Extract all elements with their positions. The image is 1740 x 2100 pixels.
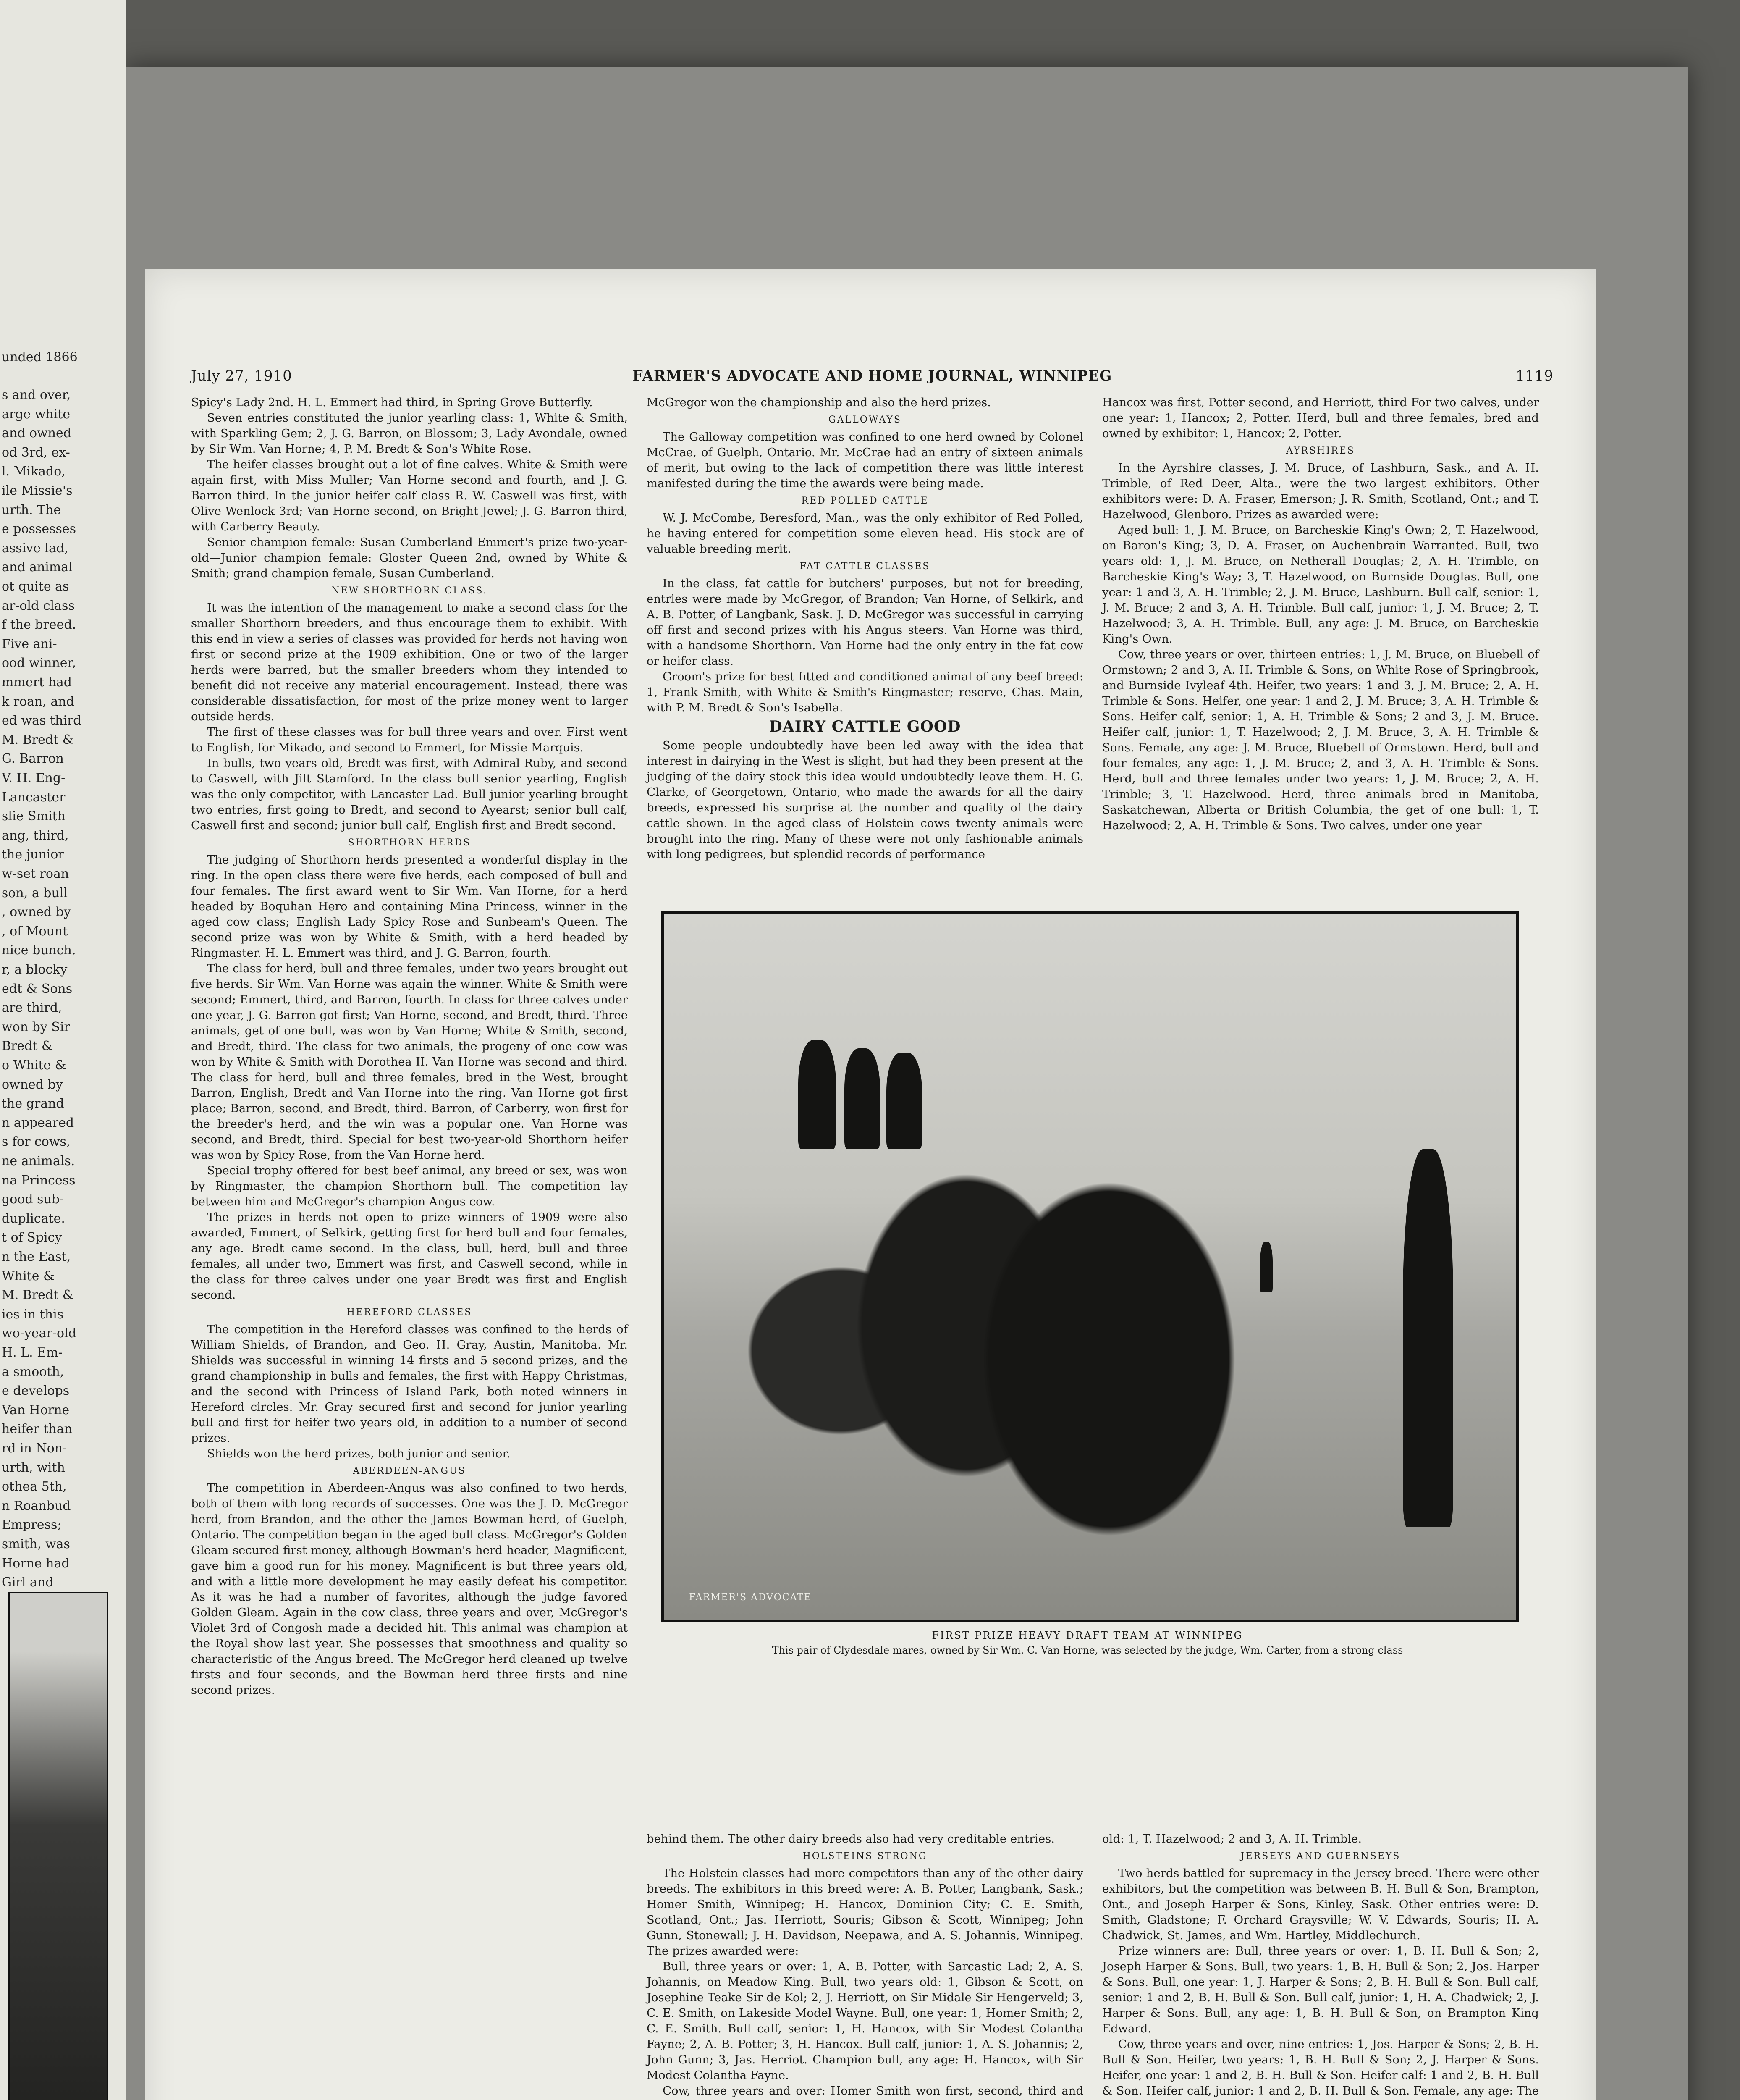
adjacent-page-line: n the East, [2, 1250, 71, 1264]
adjacent-page-line: duplicate. [2, 1211, 65, 1226]
column-3-top [1102, 395, 1539, 895]
article-paragraph: The prizes in herds not open to prize winners of 1909 were also awarded, Emmert, of Selkirk, getting first for herd bull and four females, any age. Bredt came second. In the class, bull, herd, bull and three females, all under two, Emmert was first, and Caswell second, while in the class for three calves under one year Bredt was first and English second. [191, 1210, 628, 1302]
adjacent-page-line: Lancaster [2, 790, 66, 805]
section-subheading: HOLSTEINS STRONG [802, 1851, 928, 1861]
adjacent-page-line: M. Bredt & [2, 1288, 74, 1303]
adjacent-page-line: and owned [2, 426, 71, 441]
draft-team-photo [661, 911, 1519, 1622]
adjacent-page-line: ar-old class [2, 598, 75, 613]
page-header [191, 368, 1554, 388]
section-subheading: GALLOWAYS [828, 415, 901, 425]
photo-figure-passenger [844, 1048, 880, 1149]
adjacent-page-line: edt & Sons [2, 981, 73, 996]
article-paragraph: W. J. McCombe, Beresford, Man., was the only exhibitor of Red Polled, he having entered for competition some eleven head. His stock are of valuable breeding merit. [647, 511, 1083, 556]
adjacent-page-line: Bredt & [2, 1039, 53, 1054]
article-paragraph: Cow, three years or over, thirteen entries: 1, J. M. Bruce, on Bluebell of Ormstown; 2 and 3, A. H. Trimble & Sons, on White Rose of Springbrook, and Burnside Ivyleaf 4th. Heifer, two years: 1 and 3, J. M. Bruce; 2, A. H. Trimble & Sons. Heifer, one year: 1 and 2, J. M. Bruce; 3, A. H. Trimble & Sons. Heifer calf, senior: 1, A. H. Trimble & Sons; 2 and 3, J. M. Bruce. Heifer calf, junior: 1, T. Hazelwood; 2, J. M. Bruce, 3, A. H. Trimble & Sons. Female, any age: J. M. Bruce, Bluebell of Ormstown. Herd, bull and four females, any age: 1, J. M. Bruce; 2, and 3, A. H. Trimble & Sons. Herd, bull and three females under two years: 1, J. M. Bruce; 2, A. H. Trimble; 3, T. Hazelwood. Herd, three animals bred in Manitoba, Saskatchewan, Alberta or British Columbia, the get of one bull: 1, T. Hazelwood; 2, A. H. Trimble & Sons. Two calves, under one year [1102, 648, 1539, 832]
adjacent-page-line: mmert had [2, 675, 72, 690]
adjacent-page-line: Empress; [2, 1517, 62, 1533]
adjacent-page-line: nice bunch. [2, 943, 76, 958]
section-subheading: AYRSHIRES [1286, 446, 1355, 456]
adjacent-page-line: White & [2, 1268, 55, 1284]
photo-watermark: FARMER'S ADVOCATE [689, 1592, 812, 1603]
adjacent-page-line: t of Spicy [2, 1230, 62, 1245]
article-paragraph: Shields won the herd prizes, both junior and senior. [207, 1447, 511, 1460]
adjacent-page-line: , of Mount [2, 924, 68, 939]
adjacent-page-line: e possesses [2, 522, 76, 537]
section-subheading: SHORTHORN HERDS [348, 837, 471, 848]
adjacent-page-line: w-set roan [2, 866, 69, 881]
adjacent-page-line: Girl and [2, 1575, 54, 1590]
section-subheading: HEREFORD CLASSES [346, 1307, 472, 1318]
article-paragraph: behind them. The other dairy breeds also had very creditable entries. [647, 1832, 1055, 1845]
adjacent-page-line: Five ani- [2, 636, 57, 651]
adjacent-page-line: ne animals. [2, 1154, 75, 1168]
photo-figure-background [1260, 1242, 1273, 1292]
adjacent-page-line: ile Missie's [2, 483, 73, 498]
article-paragraph: McGregor won the championship and also the herd prizes. [647, 396, 991, 409]
adjacent-page-line: arge white [2, 407, 71, 422]
adjacent-page-line: ang, third, [2, 828, 69, 843]
article-paragraph: Special trophy offered for best beef animal, any breed or sex, was won by Ringmaster, the champion Shorthorn bull. The competition lay between him and McGregor's champion Angus cow. [191, 1164, 628, 1208]
section-subheading: RED POLLED CATTLE [801, 496, 929, 506]
column-2-bottom [647, 1831, 1083, 2100]
article-paragraph: Groom's prize for best fitted and conditioned animal of any beef breed: 1, Frank Smith, with White & Smith's Ringmaster; reserve, Chas. Main, with P. M. Bredt & Son's Isabella. [647, 670, 1083, 714]
publication-title: FARMER'S ADVOCATE AND HOME JOURNAL, WINNIPEG [632, 368, 1112, 384]
article-paragraph: In the Ayrshire classes, J. M. Bruce, of Lashburn, Sask., and A. H. Trimble, of Red Deer, Alta., were the two largest exhibitors. Other exhibitors were: D. A. Fraser, Emerson; J. R. Smith, Scotland, Ont.; and T. Hazelwood, Glenboro. Prizes as awarded were: [1102, 461, 1539, 521]
adjacent-page-line: assive lad, [2, 541, 68, 556]
adjacent-page-line: Van Horne [2, 1402, 70, 1418]
adjacent-page-line: k roan, and [2, 694, 74, 709]
adjacent-page-line: urth. The [2, 502, 61, 517]
article-paragraph: Bull, three years or over: 1, A. B. Potter, with Sarcastic Lad; 2, A. S. Johannis, on Meadow King. Bull, two years old: 1, Gibson & Scott, on Josephine Teake Sir de Kol; 2, J. Herriott, on Sir Midale Sir Hengerveld; 3, C. E. Smith, on Lakeside Model Wayne. Bull, one year: 1, Homer Smith; 2, C. E. Smith. Bull calf, senior: 1, H. Hancox, with Sir Modest Colantha Fayne; 2, A. B. Potter; 3, H. Hancox. Bull calf, junior: 1, A. S. Johannis; 2, John Gunn; 3, Jas. Herriot. Champion bull, any age: H. Hancox, with Sir Modest Colantha Fayne. [647, 1960, 1083, 2082]
adjacent-page-line: son, a bull [2, 885, 68, 900]
photo-figure-driver [798, 1040, 836, 1149]
article-paragraph: In the class, fat cattle for butchers' purposes, but not for breeding, entries were made by McGregor, of Brandon; Van Horne, of Selkirk, and A. B. Potter, of Langbank, Sask. J. D. McGregor was successful in carrying off first and second prizes with his Angus steers. Van Horne was third, with a handsome Shorthorn. Van Horne had the only entry in the fat cow or heifer class. [647, 577, 1083, 668]
adjacent-page-line: are third, [2, 1000, 62, 1016]
adjacent-page-line: ood winner, [2, 656, 76, 671]
article-paragraph: The judging of Shorthorn herds presented a wonderful display in the ring. In the open class there were five herds, each composed of bull and four females. The first award went to Sir Wm. Van Horne, for a herd headed by Boquhan Hero and containing Mina Princess, winner in the aged cow class; English Lady Spicy Rose and Sunbeam's Queen. The second prize was won by White & Smith, with a herd headed by Ringmaster. H. L. Emmert was third, and J. G. Barron, fourth. [191, 853, 628, 960]
adjacent-page-line: s and over, [2, 388, 71, 402]
adjacent-page-line: ot quite as [2, 579, 69, 594]
adjacent-page-line: f the breed. [2, 617, 76, 633]
adjacent-page-line: and animal [2, 560, 73, 575]
adjacent-page-line: na Princess [2, 1173, 76, 1188]
section-subheading: NEW SHORTHORN CLASS. [331, 585, 487, 596]
adjacent-page-line: won by Sir [2, 1019, 70, 1034]
article-paragraph: Prize winners are: Bull, three years or over: 1, B. H. Bull & Son; 2, Joseph Harper & Sons. Bull, two years: 1, B. H. Bull & Son; 2, Jos. Harper & Sons. Bull, one year: 1, J. Harper & Sons; 2, B. H. Bull & Son. Bull calf, senior: 1 and 2, B. H. Bull & Son. Bull calf, junior: 1, H. A. Chadwick; 2, J. Harper & Sons. Bull, any age: 1, B. H. Bull & Son, on Brampton King Edward. [1102, 1944, 1539, 2035]
adjacent-page-line: V. H. Eng- [2, 771, 66, 785]
adjacent-page-line: n appeared [2, 1115, 74, 1130]
adjacent-page-line: Horne had [2, 1556, 70, 1571]
adjacent-page-line: the grand [2, 1096, 64, 1111]
adjacent-page-line: a smooth, [2, 1364, 64, 1379]
adjacent-page-line: heifer than [2, 1422, 72, 1437]
adjacent-page-line: othea 5th, [2, 1479, 67, 1494]
adjacent-page-line: rd in Non- [2, 1441, 67, 1456]
adjacent-page-line: owned by [2, 1077, 63, 1092]
article-paragraph: In bulls, two years old, Bredt was first, with Admiral Ruby, and second to Caswell, with Jilt Stamford. In the class bull senior yearling, English was the only competitor, with Lancaster Lad. Bull junior yearling brought two entries, first going to Bredt, and second to Ayearst; senior bull calf, Caswell first and second; junior bull calf, English first and Bredt second. [191, 756, 628, 832]
article-paragraph: Spicy's Lady 2nd. H. L. Emmert had third, in Spring Grove Butterfly. [191, 396, 593, 409]
adjacent-page-line: good sub- [2, 1192, 64, 1207]
photo-caption-title: FIRST PRIZE HEAVY DRAFT TEAM AT WINNIPEG [932, 1630, 1243, 1641]
adjacent-page-line: l. Mikado, [2, 464, 66, 479]
adjacent-page-line: urth, with [2, 1460, 65, 1475]
column-3-bottom [1102, 1831, 1539, 2100]
article-paragraph: Cow, three years and over: Homer Smith won first, second, third and [663, 2084, 1083, 2097]
photo-caption: This pair of Clydesdale mares, owned by Sir Wm. C. Van Horne, was selected by the judge, Wm. Carter, from a strong class [772, 1644, 1403, 1656]
article-paragraph: Cow, three years and over, nine entries: 1, Jos. Harper & Sons; 2, B. H. Bull & Son. Heifer, two years: 1, B. H. Bull & Son; 2, J. Harper & Sons. Heifer, one year: 1 and 2, B. H. Bull & Son. Heifer calf: 1 and 2, B. H. Bull & Son. Heifer calf, junior: 1 and 2, B. H. Bull & Son. Female, any age: The [1102, 2037, 1539, 2097]
article-paragraph: Seven entries constituted the junior yearling class: 1, White & Smith, with Sparkling Gem; 2, J. G. Barron, on Blossom; 3, Lady Avondale, owned by Sir Wm. Van Horne; 4, P. M. Bredt & Son's White Rose. [191, 411, 628, 456]
adjacent-page-line: smith, was [2, 1537, 70, 1551]
article-paragraph: The first of these classes was for bull three years and over. First went to English, for Mikado, and second to Emmert, for Missie Marquis. [191, 725, 628, 754]
adjacent-page-line: H. L. Em- [2, 1345, 63, 1360]
section-subheading: FAT CATTLE CLASSES [799, 561, 930, 572]
article-paragraph: Some people undoubtedly have been led away with the idea that interest in dairying in the West is slight, but had they been present at the judging of the dairy stock this idea would undoubtedly leave them. H. G. Clarke, of Georgetown, Ontario, who made the awards for all the dairy breeds, expressed his surprise at the number and quality of the dairy cattle shown. In the aged class of Holstein cows twenty animals were brought into the ring. Many of these were not only fashionable animals with long pedigrees, but splendid records of performance [647, 739, 1083, 861]
column-2-top [647, 395, 1083, 895]
section-heading: DAIRY CATTLE GOOD [769, 718, 961, 735]
article-paragraph: Hancox was first, Potter second, and Herriott, third For two calves, under one year: 1, Hancox; 2, Potter. Herd, bull and three females, bred and owned by exhibitor: 1, Hancox; 2, Potter. [1102, 396, 1539, 440]
photo-figure-judge [1403, 1149, 1453, 1527]
article-paragraph: The competition in Aberdeen-Angus was also confined to two herds, both of them with long records of successes. One was the J. D. McGregor herd, from Brandon, and the other the James Bowman herd, of Guelph, Ontario. The competition began in the aged bull class. McGregor's Golden Gleam secured first money, although Bowman's herd header, Magnificent, gave him a good run for his money. Magnificent is but three years old, and with a little more development he may easily defeat his competitor. As it was he had a number of favorites, although the judge favored Golden Gleam. Again in the cow class, three years and over, McGregor's Violet 3rd of Congosh made a decided hit. This animal was champion at the Royal show last year. She possesses that smoothness and quality so characteristic of the Angus breed. The McGregor herd cleaned up twelve firsts and four seconds, and the Bowman herd three firsts and nine second prizes. [191, 1481, 628, 1697]
article-paragraph: Senior champion female: Susan Cumberland Emmert's prize two-year-old—Junior champion female: Gloster Queen 2nd, owned by White & Smith; grand champion female, Susan Cumberland. [191, 536, 628, 580]
adjacent-page-fragment [0, 0, 126, 2100]
adjacent-page-line: wo-year-old [2, 1326, 76, 1341]
newspaper-page [145, 269, 1596, 2100]
adjacent-page-line: , owned by [2, 905, 71, 920]
article-paragraph: Two herds battled for supremacy in the Jersey breed. There were other exhibitors, but the competition was between B. H. Bull & Son, Brampton, Ont., and Joseph Harper & Sons, Kinley, Sask. Other entries were: D. Smith, Gladstone; F. Orchard Graysville; W. V. Edwards, Souris; H. A. Chadwick, St. James, and Wm. Hartley, Middlechurch. [1102, 1866, 1539, 1942]
issue-date: July 27, 1910 [191, 368, 292, 384]
adjacent-page-line: s for cows, [2, 1134, 71, 1150]
page-number: 1119 [1515, 368, 1554, 384]
adjacent-page-line: unded 1866 [2, 350, 78, 365]
adjacent-page-line: M. Bredt & [2, 732, 74, 747]
article-paragraph: It was the intention of the management to make a second class for the smaller Shorthorn breeders, and thus encourage them to exhibit. With this end in view a series of classes was provided for herds not having won first or second prize at the 1909 exhibition. One or two of the larger herds were barred, but the smaller breeders whom they intended to benefit did not receive any material encouragement. Instead, there was considerable dissatisfaction, for most of the prize money went to larger outside herds. [191, 601, 628, 723]
article-paragraph: The heifer classes brought out a lot of fine calves. White & Smith were again first, with Miss Muller; Van Horne second and fourth, and J. G. Barron third. In the junior heifer calf class R. W. Caswell was first, with Olive Wenlock 3rd; Van Horne second, on Bright Jewel; J. G. Barron third, with Carberry Beauty. [191, 458, 628, 533]
section-subheading: ABERDEEN-ANGUS [353, 1466, 466, 1476]
article-paragraph: old: 1, T. Hazelwood; 2 and 3, A. H. Trimble. [1102, 1832, 1362, 1845]
section-subheading: JERSEYS AND GUERNSEYS [1240, 1851, 1401, 1861]
adjacent-page-line: slie Smith [2, 809, 66, 824]
adjacent-page-line: o White & [2, 1058, 66, 1073]
adjacent-page-line: ed was third [2, 713, 81, 728]
article-paragraph: The Galloway competition was confined to one herd owned by Colonel McCrae, of Guelph, Ontario. Mr. McCrae had an entry of sixteen animals of merit, but owing to the lack of competition there was little interest manifested during the time the awards were being made. [647, 430, 1083, 490]
article-paragraph: The competition in the Hereford classes was confined to the herds of William Shields, of Brandon, and Geo. H. Gray, Austin, Manitoba. Mr. Shields was successful in winning 14 firsts and 5 second prizes, and the grand championship in bulls and females, the first with Happy Christmas, and the second with Princess of Island Park, both noted winners in Hereford circles. Mr. Gray secured first and second for junior yearling bull and first for heifer two years old, in addition to a number of second prizes. [191, 1323, 628, 1445]
adjacent-page-line: r, a blocky [2, 962, 68, 977]
adjacent-page-line: ies in this [2, 1307, 64, 1322]
photo-figure-passenger [886, 1053, 922, 1149]
adjacent-page-photo [8, 1592, 108, 2100]
article-paragraph: Aged bull: 1, J. M. Bruce, on Barcheskie King's Own; 2, T. Hazelwood, on Baron's King; 3, D. A. Fraser, on Auchenbrain Warranted. Bull, two years old: 1, J. M. Bruce, on Netherall Douglas; 2, A. H. Trimble, on Barcheskie King's Way; 3, T. Hazelwood, on Burnside Douglas. Bull, one year: 1 and 3, A. H. Trimble; 2, J. M. Bruce, Lashburn. Bull calf, senior: 1, J. M. Bruce; 2 and 3, A. H. Trimble. Bull calf, junior: 1, J. M. Bruce; 2, T. Hazelwood; 3, A. H. Trimble. Bull, any age: J. M. Bruce, on Barcheskie King's Own. [1102, 523, 1539, 646]
adjacent-page-line: n Roanbud [2, 1498, 71, 1513]
adjacent-page-line: G. Barron [2, 751, 64, 766]
adjacent-page-line: od 3rd, ex- [2, 445, 70, 460]
article-paragraph: The class for herd, bull and three females, under two years brought out five herds. Sir Wm. Van Horne was again the winner. White & Smith were second; Emmert, third, and Barron, fourth. In class for three calves under one year, J. G. Barron got first; Van Horne, second, and Bredt, third. Three animals, get of one bull, was won by Van Horne; White & Smith, second, and Bredt, third. The class for two animals, the progeny of one cow was won by White & Smith with Dorothea II. Van Horne was second and third. The class for herd, bull and three females, bred in the West, brought Barron, English, Bredt and Van Horne into the ring. Van Horne got first place; Barron, second, and Bredt, third. Barron, of Carberry, won first for the breeder's herd, and the win was a popular one. Van Horne was second, and Bredt, third. Special for best two-year-old Shorthorn heifer was won by Spicy Rose, from the Van Horne herd. [191, 962, 628, 1162]
adjacent-page-line: e develops [2, 1383, 70, 1399]
article-paragraph: The Holstein classes had more competitors than any of the other dairy breeds. The exhibitors in this breed were: A. B. Potter, Langbank, Sask.; Homer Smith, Winnipeg; H. Hancox, Dominion City; C. E. Smith, Scotland, Ont.; Jas. Herriott, Souris; Gibson & Scott, Winnipeg; John Gunn, Stonewall; J. H. Davidson, Neepawa, and A. S. Johannis, Winnipeg. The prizes awarded were: [647, 1866, 1083, 1958]
adjacent-page-line: the junior [2, 847, 64, 862]
column-1 [191, 395, 628, 2100]
